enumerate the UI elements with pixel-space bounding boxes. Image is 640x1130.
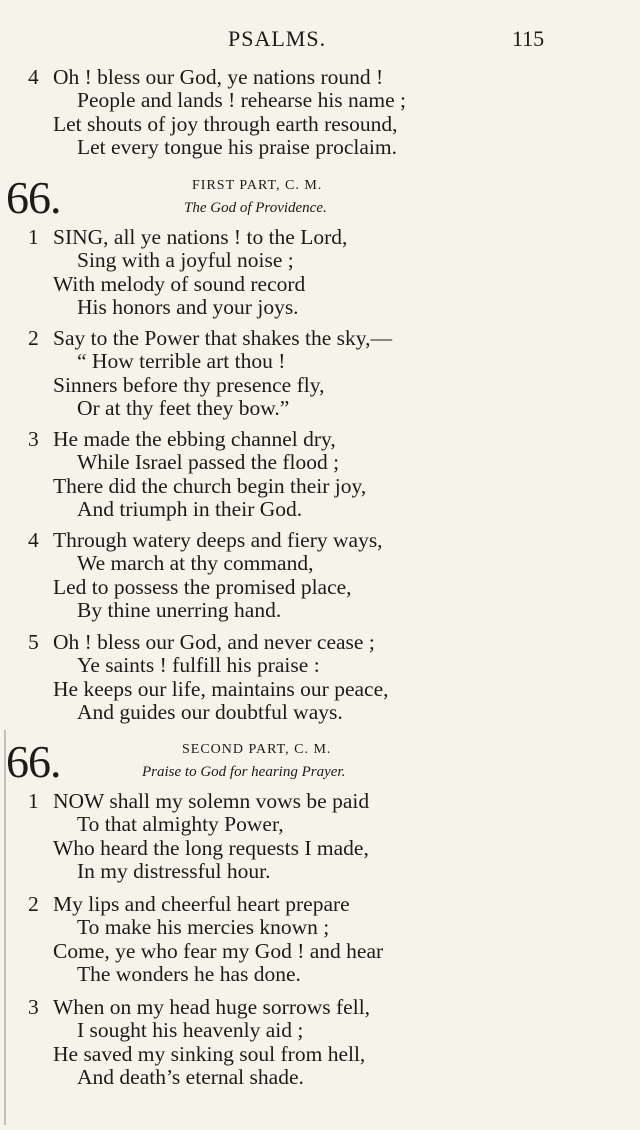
stanza-line: People and lands ! rehearse his name ; bbox=[77, 88, 406, 113]
hymn-subtitle: The God of Providence. bbox=[184, 200, 327, 216]
stanza-line: We march at thy command, bbox=[77, 551, 314, 576]
stanza-number: 3 bbox=[28, 427, 39, 451]
running-title: PSALMS. bbox=[228, 26, 327, 51]
stanza-line: There did the church begin their joy, bbox=[53, 473, 367, 498]
stanza-line: To make his mercies known ; bbox=[77, 915, 330, 940]
stanza-1 bbox=[0, 226, 640, 319]
stanza-line: By thine unerring hand. bbox=[77, 597, 282, 622]
hymn-part-label: FIRST PART, C. M. bbox=[192, 178, 323, 193]
stanza-line: Sing with a joyful noise ; bbox=[77, 248, 294, 273]
stanza-line: Ye saints ! fulfill his praise : bbox=[77, 653, 320, 678]
stanza-line: Come, ye who fear my God ! and hear bbox=[53, 938, 384, 963]
stanza-number: 4 bbox=[28, 65, 39, 89]
stanza-line: Let every tongue his praise proclaim. bbox=[77, 134, 398, 159]
stanza-line: Say to the Power that shakes the sky,— bbox=[53, 326, 392, 350]
stanza-line: “ How terrible art thou ! bbox=[77, 349, 286, 374]
stanza-line: Sinners before thy presence fly, bbox=[53, 372, 325, 397]
stanza-2 bbox=[0, 327, 640, 420]
hymn-number: 66. bbox=[6, 736, 61, 787]
stanza-line: SING, all ye nations ! to the Lord, bbox=[53, 225, 348, 249]
hymn-header-second-part bbox=[0, 736, 640, 794]
stanza-3 bbox=[0, 428, 640, 521]
hymn-number: 66. bbox=[6, 172, 61, 223]
stanza-line: NOW shall my solemn vows be paid bbox=[53, 789, 370, 813]
stanza-line: He keeps our life, maintains our peace, bbox=[53, 676, 389, 701]
stanza-line: His honors and your joys. bbox=[77, 294, 299, 319]
stanza-4 bbox=[0, 529, 640, 622]
stanza-line: My lips and cheerful heart prepare bbox=[53, 892, 350, 916]
stanza-2-second-part bbox=[0, 893, 640, 986]
hymn-header-first-part bbox=[0, 172, 640, 230]
stanza-5 bbox=[0, 631, 640, 724]
stanza-line: Oh ! bless our God, ye nations round ! bbox=[53, 65, 384, 89]
stanza-number: 5 bbox=[28, 630, 39, 654]
stanza-line: In my distressful hour. bbox=[77, 858, 271, 883]
stanza-line: Let shouts of joy through earth resound, bbox=[53, 111, 398, 136]
stanza-number: 2 bbox=[28, 326, 39, 350]
stanza-line: And triumph in their God. bbox=[77, 496, 303, 521]
stanza-carryover bbox=[0, 66, 640, 159]
stanza-number: 2 bbox=[28, 892, 39, 916]
stanza-line: To that almighty Power, bbox=[77, 812, 284, 837]
hymn-subtitle: Praise to God for hearing Prayer. bbox=[142, 764, 346, 780]
stanza-line: And death’s eternal shade. bbox=[77, 1064, 304, 1089]
stanza-line: The wonders he has done. bbox=[77, 961, 301, 986]
stanza-line: I sought his heavenly aid ; bbox=[77, 1018, 304, 1043]
hymn-part-label: SECOND PART, C. M. bbox=[182, 742, 332, 757]
stanza-line: With melody of sound record bbox=[53, 271, 306, 296]
stanza-line: He saved my sinking soul from hell, bbox=[53, 1041, 366, 1066]
stanza-1-second-part bbox=[0, 790, 640, 883]
stanza-line: Through watery deeps and fiery ways, bbox=[53, 528, 383, 552]
stanza-line: And guides our doubtful ways. bbox=[77, 699, 343, 724]
stanza-line: Oh ! bless our God, and never cease ; bbox=[53, 630, 375, 654]
stanza-number: 4 bbox=[28, 528, 39, 552]
running-head bbox=[0, 26, 640, 54]
stanza-line: He made the ebbing channel dry, bbox=[53, 427, 336, 451]
page-number: 115 bbox=[512, 26, 545, 51]
stanza-line: While Israel passed the flood ; bbox=[77, 450, 340, 475]
stanza-number: 1 bbox=[28, 789, 39, 813]
stanza-line: Or at thy feet they bow.” bbox=[77, 395, 290, 420]
stanza-number: 3 bbox=[28, 995, 39, 1019]
stanza-line: Who heard the long requests I made, bbox=[53, 835, 369, 860]
stanza-line: Led to possess the promised place, bbox=[53, 574, 352, 599]
stanza-number: 1 bbox=[28, 225, 39, 249]
stanza-3-second-part bbox=[0, 996, 640, 1089]
stanza-line: When on my head huge sorrows fell, bbox=[53, 995, 371, 1019]
